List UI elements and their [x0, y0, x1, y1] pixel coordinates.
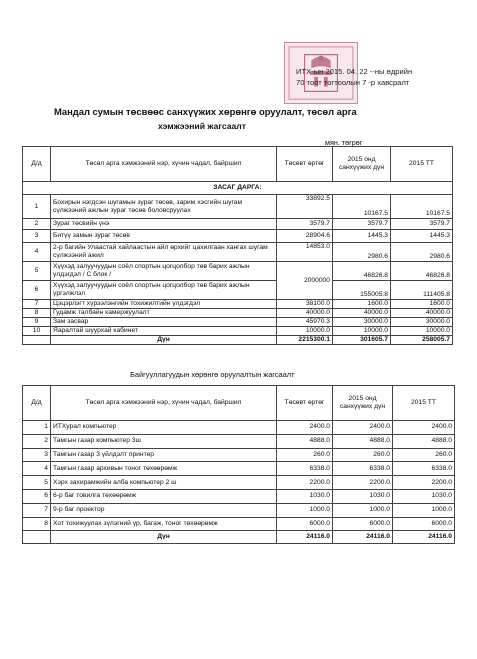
table-row: [23, 309, 453, 318]
cell-no: 4: [23, 243, 51, 262]
cell-name: Хүүхэд залуучуудын соёл спортын цогцолбор төв барих ажлын үргэлжлэл: [51, 281, 277, 300]
cell-fund: 2980.6: [333, 243, 391, 262]
total-tt: 258005.7: [391, 336, 453, 345]
cell-tt: 111405.8: [391, 281, 453, 300]
cell-tt: 260.0: [393, 448, 455, 462]
cell-fund: 2200.0: [333, 476, 393, 490]
cell-cost: 28904.6: [277, 230, 333, 243]
cell-fund: 10000.0: [333, 327, 391, 336]
table-row: [23, 327, 453, 336]
cell-tt: 46826.8: [391, 262, 453, 281]
total-cost: 24116.0: [277, 531, 333, 544]
cell-no: 3: [23, 230, 51, 243]
cell-tt: 10167.5: [391, 195, 453, 219]
table-row: [23, 243, 453, 262]
cell-no: 1: [23, 421, 51, 435]
cell-fund: 260.0: [333, 448, 393, 462]
cell-tt: 4888.0: [393, 434, 455, 448]
cell-fund: 30000.0: [333, 318, 391, 327]
cell-cost: 10000.0: [277, 327, 333, 336]
cell-cost: 1000.0: [277, 503, 333, 517]
total-cost: 2215300.1: [277, 336, 333, 345]
table-row: [23, 517, 455, 531]
cell-tt: 1030.0: [393, 489, 455, 503]
table-row: [23, 219, 453, 230]
cell-name: 2-р багийн Улаастай хайлаастын айл өрхийг цахилгаан хангах шугам сүлжээний ажил: [51, 243, 277, 262]
attachment-line-1: ИТХ-ын 2015. 04. 22 --ны өдрийн: [296, 67, 413, 76]
total-fund: 24116.0: [333, 531, 393, 544]
cell-name: Хэрх захирамжийн алба компьютер 2 ш: [51, 476, 277, 490]
cell-fund: 6000.0: [333, 517, 393, 531]
cell-empty: [23, 336, 51, 345]
cell-fund: 6338.0: [333, 462, 393, 476]
table-row: [23, 318, 453, 327]
cell-tt: 6338.0: [393, 462, 455, 476]
table-row: [23, 434, 455, 448]
cell-no: 7: [23, 503, 51, 517]
cell-tt: 40000.0: [391, 309, 453, 318]
table-row: [23, 448, 455, 462]
cell-no: 7: [23, 300, 51, 309]
header-cost: Төсөвт өртөг: [277, 386, 333, 421]
cell-no: 5: [23, 262, 51, 281]
cell-cost: 38100.0: [277, 300, 333, 309]
cell-tt: 6000.0: [393, 517, 455, 531]
cell-name: Гудамж талбайн камержуулалт: [51, 309, 277, 318]
total-label: Дүн: [51, 336, 277, 345]
unit-label: мян. төгрөг: [325, 138, 363, 147]
cell-cost: 14853.0: [277, 243, 333, 262]
table-row: [23, 489, 455, 503]
cell-fund: 40000.0: [333, 309, 391, 318]
cell-no: 1: [23, 195, 51, 219]
cell-fund: 46826.8: [333, 262, 391, 281]
header-tt: 2015 ТТ: [393, 386, 455, 421]
cell-cost: 45970.3: [277, 318, 333, 327]
cell-tt: 2980.6: [391, 243, 453, 262]
table-header-row: [23, 386, 455, 421]
cell-fund: 1445.3: [333, 230, 391, 243]
table-row: [23, 476, 455, 490]
cell-cost: 40000.0: [277, 309, 333, 318]
cell-fund: 1030.0: [333, 489, 393, 503]
cell-cost: 2400.0: [277, 421, 333, 435]
table-row: [23, 195, 453, 219]
cell-tt: 2400.0: [393, 421, 455, 435]
cell-fund: 2400.0: [333, 421, 393, 435]
cell-tt: 1600.0: [391, 300, 453, 309]
cell-no: 8: [23, 517, 51, 531]
cell-cost: 4888.0: [277, 434, 333, 448]
investment-table-organizations: [22, 385, 455, 544]
cell-tt: 1445.3: [391, 230, 453, 243]
total-tt: 24116.0: [393, 531, 455, 544]
table-header-row: [23, 147, 453, 182]
cell-cost: 2200.0: [277, 476, 333, 490]
header-tt: 2015 ТТ: [391, 147, 453, 182]
attachment-note: [296, 66, 446, 88]
cell-no: 6: [23, 489, 51, 503]
document-title: Мандал сумын төсвөөс санхүүжих хөрөнгө оруулалт, төсөл арга: [54, 106, 357, 117]
section-row: [23, 182, 453, 195]
cell-no: 2: [23, 219, 51, 230]
header-fund: 2015 онд санхүүжих дүн: [333, 386, 393, 421]
cell-fund: 3579.7: [333, 219, 391, 230]
cell-name: Цэцэрлэгт хүрээлэнгийн тохижилтийн үлдэгдэл: [51, 300, 277, 309]
cell-fund: 1000.0: [333, 503, 393, 517]
cell-tt: 1000.0: [393, 503, 455, 517]
cell-no: 8: [23, 309, 51, 318]
attachment-line-2: 70 тоот тогтоолын 7 -р хавсралт: [296, 78, 410, 87]
table-row: [23, 503, 455, 517]
cell-name: Зураг төсвийн үнэ: [51, 219, 277, 230]
header-no: Д/д: [23, 147, 51, 182]
cell-name: 9-р баг проектор: [51, 503, 277, 517]
cell-no: 9: [23, 318, 51, 327]
header-name: Төсөл арга хэмжээний нэр, хүчин чадал, байршил: [51, 147, 277, 182]
cell-name: Тамгын газар компьютер 3ш: [51, 434, 277, 448]
cell-no: 4: [23, 462, 51, 476]
total-label: Дүн: [51, 531, 277, 544]
table-row: [23, 300, 453, 309]
header-fund: 2015 онд санхүүжих дүн: [333, 147, 391, 182]
table-row: [23, 462, 455, 476]
cell-cost: 260.0: [277, 448, 333, 462]
cell-name: Хүүхэд залуучуудын соёл спортын цогцолбор төв барих ажлын үлдэгдэл / С блок /: [51, 262, 277, 281]
document-subtitle: хэмжээний жагсаалт: [158, 121, 246, 131]
cell-tt: 3579.7: [391, 219, 453, 230]
cell-cost: 33892.5: [277, 195, 333, 219]
cell-tt: 2200.0: [393, 476, 455, 490]
cell-no: 2: [23, 434, 51, 448]
cell-cost: 1030.0: [277, 489, 333, 503]
section-label: ЗАСАГ ДАРГА:: [23, 182, 453, 195]
cell-name: Тамгын газар 3 үйлдэлт принтер: [51, 448, 277, 462]
cell-tt: 30000.0: [391, 318, 453, 327]
table-row: [23, 262, 453, 281]
total-row: [23, 336, 453, 345]
cell-cost-merged: 2000000: [277, 262, 333, 300]
table-row: [23, 230, 453, 243]
cell-name: Тамгын газар архивын тоног төхөөрөмж: [51, 462, 277, 476]
total-fund: 301605.7: [333, 336, 391, 345]
cell-name: Зам засвар: [51, 318, 277, 327]
table-row: [23, 421, 455, 435]
cell-name: 6-р баг товилга төхөөрөмж: [51, 489, 277, 503]
cell-fund: 155005.8: [333, 281, 391, 300]
header-name: Төсөл арга хэмжээний нэр, хүчин чадал, байршил: [51, 386, 277, 421]
cell-cost: 6000.0: [277, 517, 333, 531]
cell-cost: 6338.0: [277, 462, 333, 476]
cell-cost: 3579.7: [277, 219, 333, 230]
investment-table-governor: [22, 146, 453, 345]
cell-no: 6: [23, 281, 51, 300]
cell-name: Битүү замын зураг төсөв: [51, 230, 277, 243]
cell-name: Яаралтай шуурхай кабинет: [51, 327, 277, 336]
cell-no: 10: [23, 327, 51, 336]
section-title-organizations: Байгууллагуудын хөрөнгө оруулалтын жагсаалт: [130, 370, 295, 379]
cell-no: 3: [23, 448, 51, 462]
cell-fund: 1600.0: [333, 300, 391, 309]
header-no: Д/д: [23, 386, 51, 421]
cell-tt: 10000.0: [391, 327, 453, 336]
cell-fund: 10167.5: [333, 195, 391, 219]
header-cost: Төсөвт өртөг: [277, 147, 333, 182]
cell-name: ИТХурал компьютер: [51, 421, 277, 435]
cell-name: Бохирын нэгдсэн шугамын зураг төсөв, зарим хэсгийн шугам сүлжээний ажлын зураг төсөв боловсруулах: [51, 195, 277, 219]
cell-no: 5: [23, 476, 51, 490]
table-row: [23, 281, 453, 300]
cell-name: Хот тохижуулах зүлэгний үр, багаж, тоног төхөөрөмж: [51, 517, 277, 531]
total-row: [23, 531, 455, 544]
cell-empty: [23, 531, 51, 544]
cell-fund: 4888.0: [333, 434, 393, 448]
